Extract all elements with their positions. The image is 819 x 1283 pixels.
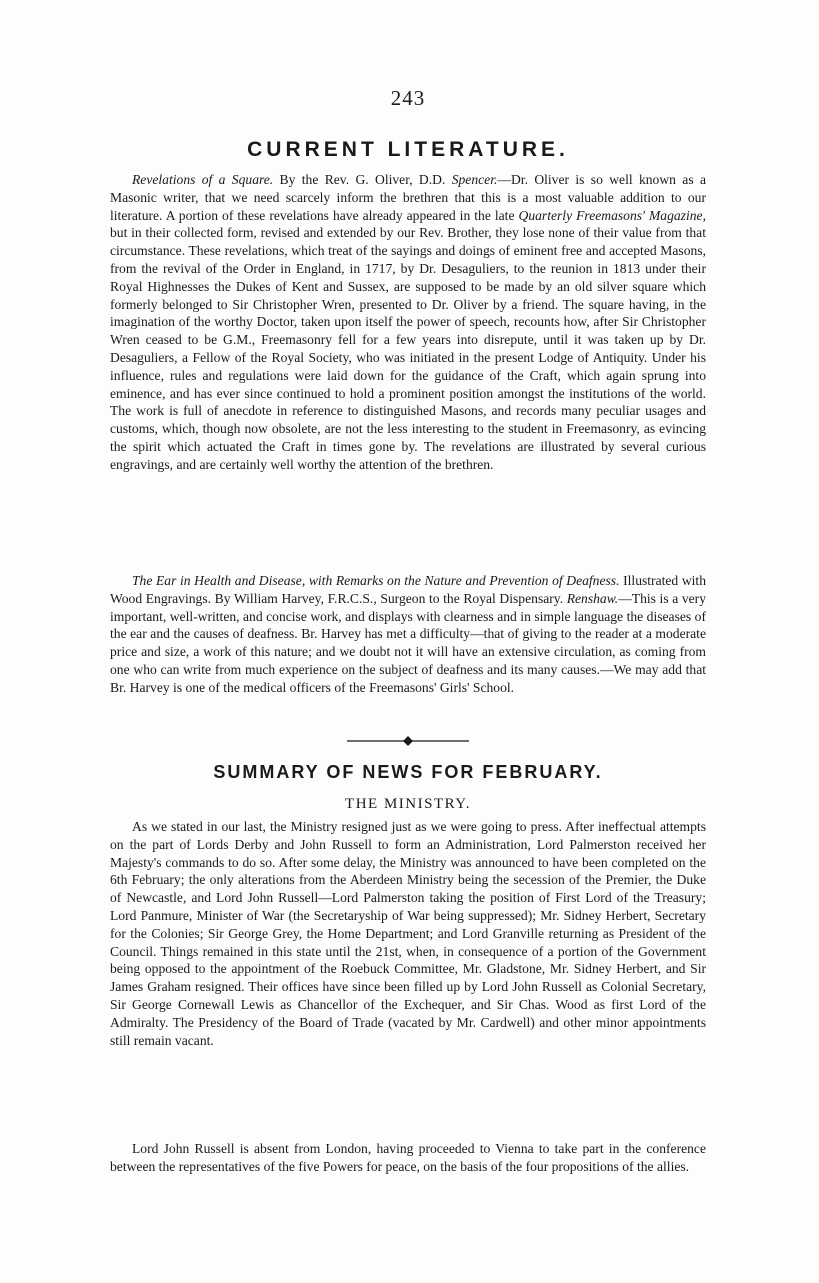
review-ear-in-health-and-disease	[110, 572, 706, 697]
subheading-the-ministry: THE MINISTRY.	[345, 796, 471, 812]
magazine-title: Quarterly Freemasons' Magazine,	[518, 207, 706, 223]
book-author: Illustrated with Wood Engravings. By William Harvey, F.R.C.S., Surgeon to the Royal Dispensary.	[110, 573, 706, 606]
book-title: Revelations of a Square.	[132, 172, 274, 187]
section-heading-current-literature: CURRENT LITERATURE.	[247, 138, 569, 161]
book-publisher: Spencer.	[451, 172, 498, 187]
review-revelations-of-a-square	[110, 171, 706, 474]
book-title: The Ear in Health and Disease, with Remarks on the Nature and Prevention of Deafness.	[132, 573, 620, 588]
page-number: 243	[390, 86, 426, 110]
review-text-continued: but in their collected form, revised and extended by our Rev. Brother, they lose none of their value from that circumstance. These revelations, which treat of the sayings and doings of eminent free and accepted Masons, from the revival of the Order in England, in 1717, by Dr. Desaguliers, to the reunion in 1813 under their Royal Highnesses the Dukes of Kent and Sussex, are supposed to be made by an old silver square which formerly belonged to Sir Christopher Wren, presented to Dr. Oliver by a friend. The square having, in the imagination of the worthy Doctor, taken upon itself the power of speech, recounts how, after Sir Christopher Wren ceased to be G.M., Freemasonry fell for a few years into disrepute, until it was taken up by Dr. Desaguliers, a Fellow of the Royal Society, who was initiated in the present Lodge of Antiquity. Under his influence, rules and regulations were laid down for the guidance of the Craft, which again sprung into eminence, and has ever since continued to hold a prominent position amongst the institutions of the world. The work is full of anecdote in reference to distinguished Masons, and records many peculiar usages and customs, which, though now obsolete, are not the less interesting to the student in Freemasonry, as evincing the spirit which actuated the Craft in times gone by. The revelations are illustrated by several curious engravings, and are certainly well worthy the attention of the brethren.	[110, 225, 706, 472]
news-paragraph-ministry: As we stated in our last, the Ministry resigned just as we were going to press. After ineffectual attempts on the part of Lords Derby and John Russell to form an Administration, Lord Palmerston received her Majesty's commands to do so. After some delay, the Ministry was announced to have been completed on the 6th February; the only alterations from the Aberdeen Ministry being the secession of the Premier, the Duke of Newcastle, and Lord John Russell—Lord Palmerston taking the position of First Lord of the Treasury; Lord Panmure, Minister of War (the Secretaryship of War being suppressed); Mr. Sidney Herbert, Secretary for the Colonies; Sir George Grey, the Home Department; and Lord Granville returning as President of the Council. Things remained in this state until the 21st, when, in consequence of a portion of the Government being opposed to the appointment of the Roebuck Committee, Mr. Gladstone, Mr. Sidney Herbert, and Sir James Graham resigned. Their offices have since been filled up by Lord John Russell as Colonial Secretary, Sir George Cornewall Lewis as Chancellor of the Exchequer, and Sir Chas. Wood as first Lord of the Admiralty. The Presidency of the Board of Trade (vacated by Mr. Cardwell) and other minor appointments still remain vacant.	[110, 819, 706, 1048]
book-author: By the Rev. G. Oliver, D.D.	[273, 172, 452, 187]
section-heading-summary-of-news: SUMMARY OF NEWS FOR FEBRUARY.	[213, 762, 603, 782]
news-paragraph-vienna: Lord John Russell is absent from London, having proceeded to Vienna to take part in the conference between the representatives of the five Powers for peace, on the basis of the four propositions of the allies.	[110, 1141, 706, 1174]
book-publisher: Renshaw.	[566, 590, 619, 606]
review-text: —This is a very important, well-written, and concise work, and displays with clearness and in simple language the diseases of the ear and the causes of deafness. Br. Harvey has met a difficulty—that of giving to the reader at a moderate price and size, a work of this nature; and we doubt not it will have an extensive circulation, as coming from one who can write from much experience on the subject of deafness and its many causes.—We may add that Br. Harvey is one of the medical officers of the Freemasons' Girls' School.	[110, 590, 706, 695]
section-divider-ornament	[347, 735, 469, 747]
review-text: —Dr. Oliver is so well known as a Masonic writer, that we need scarcely inform the brethren that this is a most valuable addition to our literature. A portion of these revelations have already appeared in the late	[110, 172, 706, 223]
